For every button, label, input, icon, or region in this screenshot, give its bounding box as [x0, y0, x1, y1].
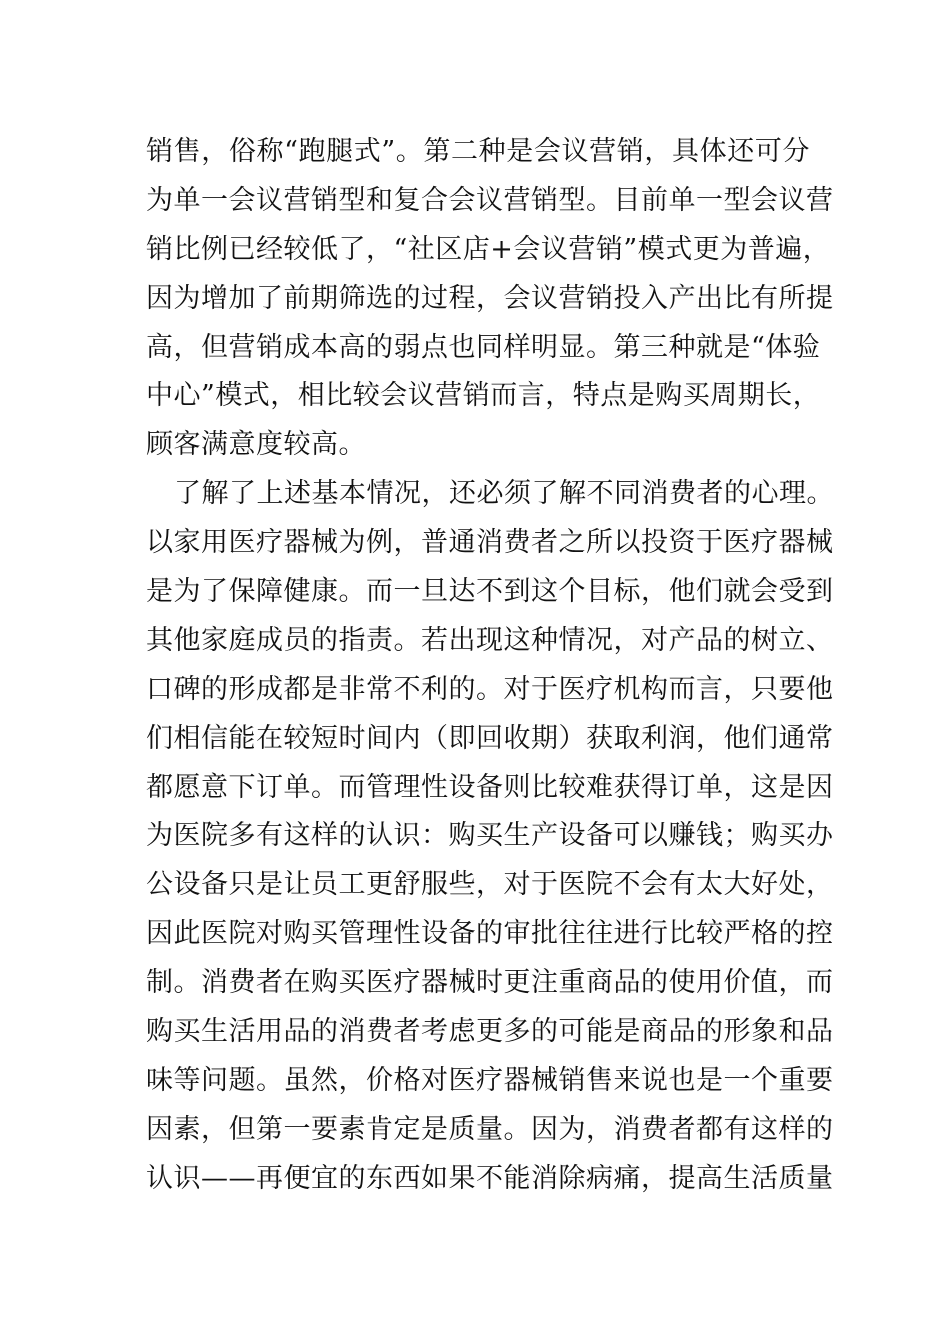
- text-line: 其他家庭成员的指责。若出现这种情况，对产品的树立、: [146, 624, 834, 656]
- text-line: 购买生活用品的消费者考虑更多的可能是商品的形象和品: [146, 1016, 834, 1048]
- text-line: 制。消费者在购买医疗器械时更注重商品的使用价值，而: [146, 967, 834, 999]
- text-line: 认识——再便宜的东西如果不能消除病痛，提高生活质量: [146, 1162, 834, 1194]
- text-line: 为单一会议营销型和复合会议营销型。目前单一型会议营: [146, 184, 834, 216]
- paragraph-first-line: 了解了上述基本情况，还必须了解不同消费者的心理。: [174, 478, 834, 510]
- text-line: 以家用医疗器械为例，普通消费者之所以投资于医疗器械: [146, 527, 834, 559]
- text-line: 都愿意下订单。而管理性设备则比较难获得订单，这是因: [146, 771, 834, 803]
- text-line: 销售，俗称“跑腿式”。第二种是会议营销，具体还可分: [146, 136, 810, 167]
- body-text: [146, 128, 834, 1204]
- text-line: 因为增加了前期筛选的过程，会议营销投入产出比有所提: [146, 282, 834, 314]
- text-line: 们相信能在较短时间内（即回收期）获取利润，他们通常: [146, 722, 834, 754]
- text-line: 公设备只是让员工更舒服些，对于医院不会有太大好处，: [146, 869, 834, 901]
- text-line: 为医院多有这样的认识：购买生产设备可以赚钱；购买办: [146, 820, 834, 852]
- text-line: 高，但营销成本高的弱点也同样明显。第三种就是“体验: [146, 331, 821, 363]
- text-line: 因此医院对购买管理性设备的审批往往进行比较严格的控: [146, 918, 834, 950]
- text-line: 顾客满意度较高。: [146, 429, 366, 461]
- text-line: 中心”模式，相比较会议营销而言，特点是购买周期长，: [146, 380, 821, 412]
- text-line: 味等问题。虽然，价格对医疗器械销售来说也是一个重要: [146, 1064, 834, 1096]
- text-line: 销比例已经较低了，“社区店+会议营销”模式更为普遍，: [146, 233, 831, 265]
- text-line: 口碑的形成都是非常不利的。对于医疗机构而言，只要他: [146, 673, 834, 705]
- text-line: 因素，但第一要素肯定是质量。因为，消费者都有这样的: [146, 1113, 834, 1145]
- text-line: 是为了保障健康。而一旦达不到这个目标，他们就会受到: [146, 576, 834, 608]
